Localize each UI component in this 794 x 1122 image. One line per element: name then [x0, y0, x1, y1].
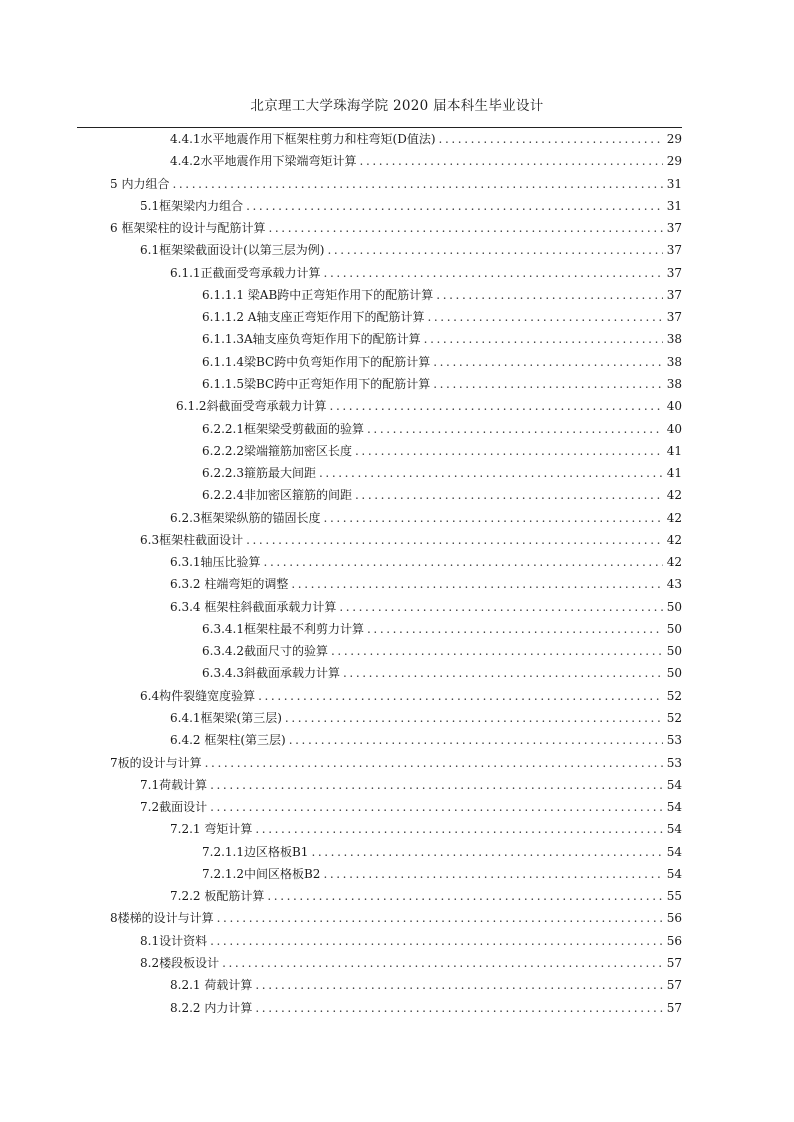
toc-dot-leader: [433, 352, 663, 372]
toc-entry-page-number: 54: [666, 822, 682, 837]
toc-dot-leader: [289, 730, 663, 750]
toc-entry[interactable]: [170, 552, 682, 572]
toc-entry-label: 8.1设计资料: [140, 933, 208, 948]
toc-entry-label: 6.2.3框架梁纵筋的锚固长度: [170, 510, 321, 525]
toc-entry[interactable]: [110, 753, 682, 773]
toc-entry[interactable]: [170, 129, 682, 149]
toc-dot-leader: [433, 374, 663, 394]
toc-entry-label: 6.1.1正截面受弯承载力计算: [170, 265, 321, 280]
toc-entry-page-number: 54: [666, 777, 682, 792]
toc-entry-page-number: 54: [666, 800, 682, 815]
toc-entry[interactable]: [140, 953, 682, 973]
toc-entry-page-number: 50: [666, 621, 682, 636]
toc-entry-label: 8.2.2 内力计算: [170, 1000, 253, 1015]
toc-entry-page-number: 50: [666, 666, 682, 681]
toc-entry[interactable]: [202, 374, 682, 394]
toc-dot-leader: [367, 419, 663, 439]
toc-entry[interactable]: [170, 151, 682, 171]
toc-dot-leader: [424, 329, 663, 349]
toc-entry-page-number: 37: [666, 243, 682, 258]
toc-entry[interactable]: [140, 686, 682, 706]
toc-entry-label: 6.1.1.4梁BC跨中负弯矩作用下的配筋计算: [202, 354, 431, 369]
toc-entry[interactable]: [202, 441, 682, 461]
toc-entry-label: 8.2楼段板设计: [140, 955, 220, 970]
toc-dot-leader: [343, 663, 663, 683]
toc-entry-label: 6.1.1.3A轴支座负弯矩作用下的配筋计算: [202, 332, 421, 347]
toc-entry[interactable]: [176, 396, 682, 416]
toc-dot-leader: [267, 886, 662, 906]
toc-entry-page-number: 37: [666, 221, 682, 236]
toc-dot-leader: [258, 686, 663, 706]
toc-entry-page-number: 57: [666, 1000, 682, 1015]
toc-entry-label: 5.1框架梁内力组合: [140, 198, 244, 213]
toc-dot-leader: [355, 441, 663, 461]
toc-entry[interactable]: [110, 218, 682, 238]
page-header: 北京理工大学珠海学院 2020 届本科生毕业设计: [250, 98, 544, 114]
toc-entry-label: 6.2.2.3箍筋最大间距: [202, 466, 316, 481]
toc-entry-label: 6.3.4 框架柱斜截面承载力计算: [170, 599, 337, 614]
toc-dot-leader: [268, 218, 662, 238]
toc-entry-page-number: 40: [666, 421, 682, 436]
toc-entry-page-number: 37: [666, 310, 682, 325]
toc-dot-leader: [255, 819, 662, 839]
toc-entry-page-number: 43: [666, 577, 682, 592]
toc-entry-page-number: 50: [666, 644, 682, 659]
toc-entry[interactable]: [202, 285, 682, 305]
toc-entry[interactable]: [110, 908, 682, 928]
toc-entry[interactable]: [202, 619, 682, 639]
toc-entry-label: 6.3.1轴压比验算: [170, 555, 261, 570]
toc-dot-leader: [210, 797, 663, 817]
toc-entry-label: 6.3.2 柱端弯矩的调整: [170, 577, 289, 592]
toc-entry[interactable]: [202, 307, 682, 327]
toc-entry[interactable]: [170, 975, 682, 995]
toc-entry-label: 7板的设计与计算: [110, 755, 202, 770]
toc-entry-page-number: 57: [666, 978, 682, 993]
toc-entry-label: 4.4.1水平地震作用下框架柱剪力和柱弯矩(D值法): [170, 132, 436, 146]
toc-entry[interactable]: [170, 597, 682, 617]
toc-dot-leader: [255, 998, 662, 1018]
toc-entry-label: 6.2.2.4非加密区箍筋的间距: [202, 488, 352, 503]
toc-entry[interactable]: [202, 463, 682, 483]
toc-entry-label: 6.3.4.3斜截面承载力计算: [202, 666, 340, 681]
toc-entry[interactable]: [202, 663, 682, 683]
toc-entry-label: 7.2截面设计: [140, 800, 208, 815]
toc-entry[interactable]: [202, 864, 682, 884]
toc-entry-page-number: 50: [666, 599, 682, 614]
toc-entry-page-number: 42: [666, 510, 682, 525]
toc-entry-page-number: 38: [666, 332, 682, 347]
toc-entry-label: 6.4构件裂缝宽度验算: [140, 688, 256, 703]
toc-dot-leader: [331, 641, 663, 661]
toc-entry-label: 7.2.1 弯矩计算: [170, 822, 253, 837]
toc-entry-label: 8楼梯的设计与计算: [110, 911, 214, 926]
toc-entry-label: 8.2.1 荷载计算: [170, 978, 253, 993]
toc-entry[interactable]: [140, 530, 682, 550]
toc-entry-page-number: 31: [666, 176, 682, 191]
toc-entry[interactable]: [140, 240, 682, 260]
toc-entry-label: 6.2.2.1框架梁受剪截面的验算: [202, 421, 364, 436]
toc-entry-page-number: 56: [666, 911, 682, 926]
toc-entry[interactable]: [202, 842, 682, 862]
toc-entry[interactable]: [170, 263, 682, 283]
toc-entry-label: 6.4.2 框架柱(第三层): [170, 733, 286, 748]
toc-entry-label: 7.2.2 板配筋计算: [170, 889, 265, 904]
toc-dot-leader: [222, 953, 663, 973]
toc-entry-label: 6.1.2斜截面受弯承载力计算: [176, 399, 327, 414]
toc-entry[interactable]: [140, 931, 682, 951]
toc-entry[interactable]: [202, 352, 682, 372]
toc-dot-leader: [327, 240, 662, 260]
toc-entry-page-number: 56: [666, 933, 682, 948]
toc-entry-label: 6.1框架梁截面设计(以第三层为例): [140, 243, 325, 258]
toc-dot-leader: [172, 174, 662, 194]
toc-dot-leader: [324, 508, 663, 528]
toc-entry-label: 6.3框架柱截面设计: [140, 532, 244, 547]
toc-dot-leader: [330, 396, 663, 416]
toc-entry-page-number: 31: [666, 198, 682, 213]
toc-dot-leader: [246, 196, 663, 216]
toc-entry-label: 7.1荷载计算: [140, 777, 208, 792]
toc-entry[interactable]: [170, 508, 682, 528]
toc-entry[interactable]: [170, 819, 682, 839]
toc-dot-leader: [427, 307, 662, 327]
toc-dot-leader: [285, 708, 663, 728]
toc-entry-page-number: 29: [666, 154, 682, 169]
toc-entry[interactable]: [170, 574, 682, 594]
toc-entry-page-number: 37: [666, 265, 682, 280]
toc-entry-page-number: 37: [666, 287, 682, 302]
toc-dot-leader: [210, 775, 663, 795]
toc-entry-page-number: 42: [666, 532, 682, 547]
toc-dot-leader: [291, 574, 662, 594]
toc-dot-leader: [360, 151, 663, 171]
toc-entry-page-number: 57: [666, 955, 682, 970]
toc-entry-label: 6.1.1.2 A轴支座正弯矩作用下的配筋计算: [202, 310, 425, 325]
toc-dot-leader: [319, 463, 663, 483]
toc-entry[interactable]: [140, 797, 682, 817]
toc-entry-page-number: 53: [666, 733, 682, 748]
toc-entry[interactable]: [202, 485, 682, 505]
toc-entry-label: 6.1.1.5梁BC跨中正弯矩作用下的配筋计算: [202, 376, 431, 391]
toc-dot-leader: [210, 931, 663, 951]
toc-entry-label: 7.2.1.2中间区格板B2: [202, 866, 321, 881]
toc-dot-leader: [355, 485, 663, 505]
toc-entry[interactable]: [202, 641, 682, 661]
toc-entry-page-number: 42: [666, 488, 682, 503]
toc-dot-leader: [436, 285, 662, 305]
toc-entry-page-number: 52: [666, 688, 682, 703]
toc-entry-page-number: 38: [666, 354, 682, 369]
toc-entry-label: 6.2.2.2梁端箍筋加密区长度: [202, 443, 352, 458]
toc-dot-leader: [323, 864, 662, 884]
toc-entry-page-number: 53: [666, 755, 682, 770]
toc-entry-page-number: 29: [666, 132, 682, 146]
toc-dot-leader: [255, 975, 662, 995]
toc-entry[interactable]: [170, 708, 682, 728]
toc-entry-label: 7.2.1.1边区格板B1: [202, 844, 309, 859]
toc-entry-label: 6.3.4.1框架柱最不利剪力计算: [202, 621, 364, 636]
toc-dot-leader: [367, 619, 663, 639]
toc-entry-page-number: 38: [666, 376, 682, 391]
toc-entry[interactable]: [170, 730, 682, 750]
toc-dot-leader: [311, 842, 662, 862]
toc-dot-leader: [324, 263, 663, 283]
toc-entry-page-number: 52: [666, 711, 682, 726]
toc-entry[interactable]: [170, 886, 682, 906]
toc-entry[interactable]: [110, 174, 682, 194]
toc-entry[interactable]: [170, 998, 682, 1018]
toc-entry[interactable]: [202, 419, 682, 439]
toc-entry-label: 6.4.1框架梁(第三层): [170, 711, 282, 726]
toc-entry-page-number: 41: [666, 443, 682, 458]
toc-dot-leader: [439, 129, 663, 149]
toc-entry-label: 5 内力组合: [110, 176, 170, 191]
toc-entry-page-number: 54: [666, 866, 682, 881]
toc-dot-leader: [246, 530, 663, 550]
toc-entry-page-number: 54: [666, 844, 682, 859]
toc-entry-label: 6.1.1.1 梁AB跨中正弯矩作用下的配筋计算: [202, 287, 434, 302]
toc-entry-page-number: 41: [666, 466, 682, 481]
toc-entry-page-number: 55: [666, 889, 682, 904]
toc-entry-page-number: 40: [666, 399, 682, 414]
toc-entry[interactable]: [140, 196, 682, 216]
header-rule: [77, 127, 682, 128]
toc-entry-label: 4.4.2水平地震作用下梁端弯矩计算: [170, 154, 357, 169]
toc-dot-leader: [339, 597, 662, 617]
toc-entry[interactable]: [140, 775, 682, 795]
toc-dot-leader: [205, 753, 663, 773]
toc-entry-page-number: 42: [666, 555, 682, 570]
toc-dot-leader: [264, 552, 663, 572]
toc-entry[interactable]: [202, 329, 682, 349]
toc-dot-leader: [217, 908, 663, 928]
toc-entry-label: 6 框架梁柱的设计与配筋计算: [110, 221, 266, 236]
toc-entry-label: 6.3.4.2截面尺寸的验算: [202, 644, 328, 659]
